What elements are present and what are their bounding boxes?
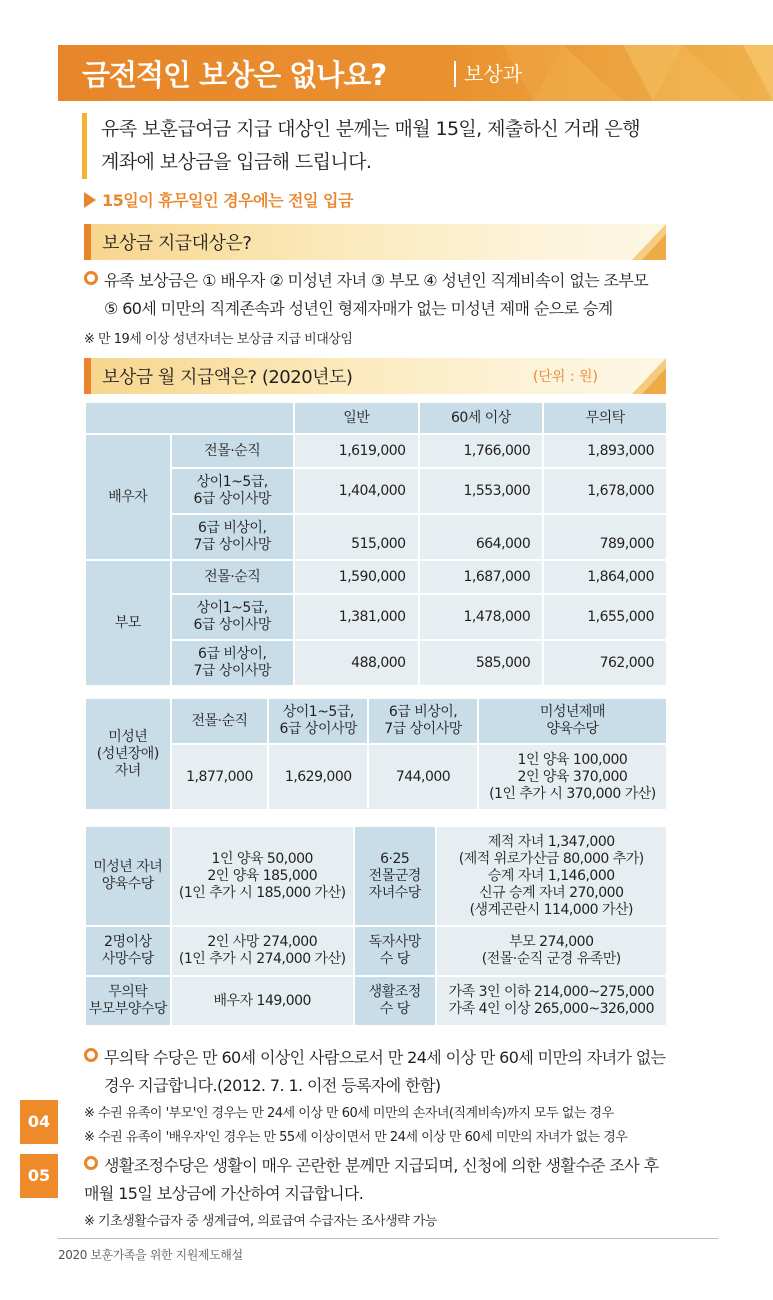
section-accent-stripe (84, 224, 91, 260)
cell-line: 2인 사망 274,000 (207, 934, 318, 950)
page-header (58, 45, 773, 101)
cell-line: (1인 추가 시 370,000 가산) (489, 785, 656, 802)
column-header: 일반 (294, 402, 419, 434)
cell-line: (1인 추가 시 274,000 가산) (178, 951, 346, 967)
row-label-line: 2명이상 (104, 934, 152, 950)
column-header (268, 698, 368, 744)
section-accent-stripe (84, 358, 91, 394)
cell-line: (전몰·순직 군경 유족만) (481, 951, 621, 967)
table-row (85, 468, 667, 514)
minor-child-table (84, 697, 668, 811)
row-label-line: 수 당 (379, 951, 410, 967)
paragraph-line: 경우 지급합니다.(2012. 7. 1. 이전 등록자에 한함) (104, 1076, 441, 1095)
table-cell: 664,000 (419, 514, 544, 560)
lead-paragraph (82, 113, 691, 179)
table-row (85, 514, 667, 560)
row-label-line: 부모부양수당 (88, 1001, 167, 1017)
table-cell: 1,687,000 (419, 560, 544, 594)
allowance-table (84, 825, 668, 1027)
row-label (354, 826, 436, 926)
table-cell: 762,000 (543, 640, 667, 686)
row-label-line: 양육수당 (101, 876, 154, 892)
row-label-line: 6급 상이사망 (193, 617, 271, 633)
table-cell: 1,678,000 (543, 468, 667, 514)
eligibility-line: ⑤ 60세 미만의 직계존속과 성년인 형제자매가 없는 미성년 제매 순으로 승계 (104, 299, 613, 318)
table-row (85, 560, 667, 594)
table-cell: 1,381,000 (294, 594, 419, 640)
table-row (85, 640, 667, 686)
cell-line: 1인 양육 50,000 (211, 850, 313, 867)
row-label (171, 468, 294, 514)
group-label: 배우자 (85, 434, 171, 560)
table-header-row (85, 698, 667, 744)
row-label-line: 6급 비상이, (197, 646, 267, 662)
holiday-note (84, 188, 353, 211)
row-label (85, 826, 171, 926)
row-label (354, 976, 436, 1026)
column-header-line: 6급 상이사망 (279, 721, 358, 737)
row-label: 전몰·순직 (171, 560, 294, 594)
triangle-decoration-icon (632, 358, 666, 394)
table-cell: 585,000 (419, 640, 544, 686)
section-heading-monthly-amount (84, 358, 666, 394)
cell-line: 1인 양육 100,000 (517, 751, 628, 768)
table-cell: 744,000 (368, 744, 478, 810)
footnote: ※ 수권 유족이 '부모'인 경우는 만 24세 이상 만 60세 미만의 손자녀(직계비속)까지 모두 없는 경우 (84, 1106, 614, 1121)
cell-line: 신규 승계 자녀 270,000 (479, 884, 624, 901)
cell-line: 2인 양육 370,000 (517, 768, 628, 785)
row-label-line: 상이1~5급, (196, 600, 268, 616)
eligibility-paragraph (84, 267, 648, 323)
table-cell: 789,000 (543, 514, 667, 560)
row-label-line: 미성년 자녀 (93, 859, 163, 875)
row-label-line: 7급 상이사망 (193, 663, 271, 679)
cell-line: 가족 4인 이상 265,000~326,000 (448, 1001, 654, 1017)
table-cell (436, 826, 667, 926)
page-title: 금전적인 보상은 없나요? (82, 58, 387, 92)
table-cell: 1,629,000 (268, 744, 368, 810)
row-label-line: 수 당 (379, 1001, 410, 1017)
department-label: 보상과 (464, 62, 522, 86)
table-cell: 배우자 149,000 (171, 976, 354, 1026)
table-cell: 1,864,000 (543, 560, 667, 594)
row-label-line: 사망수당 (101, 951, 154, 967)
group-label: 부모 (85, 560, 171, 686)
row-label-line: 6·25 (380, 850, 410, 867)
row-label-line: 생활조정 (368, 984, 421, 1000)
table-cell: 1,893,000 (543, 434, 667, 468)
table-cell (171, 826, 354, 926)
section-title: 보상금 월 지급액은? (2020년도) (102, 367, 353, 388)
page-number-tab: 05 (20, 1154, 58, 1198)
living-adjustment-paragraph (84, 1152, 658, 1208)
table-row (85, 594, 667, 640)
table-row (85, 976, 667, 1026)
table-cell: 1,590,000 (294, 560, 419, 594)
table-cell (436, 976, 667, 1026)
title-divider (454, 61, 456, 87)
row-label (171, 514, 294, 560)
table-cell: 1,766,000 (419, 434, 544, 468)
cell-line: (제적 위로가산금 80,000 추가) (458, 850, 644, 867)
table-header-row (85, 402, 667, 434)
table-cell: 1,877,000 (171, 744, 269, 810)
eligibility-line: 유족 보상금은 ① 배우자 ② 미성년 자녀 ③ 부모 ④ 성년인 직계비속이 없는 조부모 (104, 271, 649, 290)
column-header (368, 698, 478, 744)
eligibility-note: ※ 만 19세 이상 성년자녀는 보상금 지급 비대상임 (84, 332, 353, 347)
table-cell (171, 926, 354, 976)
row-header-line: 자녀 (114, 762, 141, 779)
row-label-line: 전몰군경 (368, 867, 421, 884)
row-label (354, 926, 436, 976)
table-row (85, 926, 667, 976)
row-label-line: 6급 비상이, (197, 520, 267, 536)
footer-divider (58, 1238, 718, 1239)
table-cell (436, 926, 667, 976)
column-header-line: 양육수당 (546, 721, 599, 737)
arrow-right-icon (84, 192, 96, 208)
column-header: 전몰·순직 (171, 698, 269, 744)
column-header: 60세 이상 (419, 402, 544, 434)
column-header-line: 7급 상이사망 (384, 721, 462, 737)
row-label (85, 976, 171, 1026)
column-header (478, 698, 667, 744)
row-label: 전몰·순직 (171, 434, 294, 468)
table-row (85, 744, 667, 810)
column-header: 무의탁 (543, 402, 667, 434)
no-support-allowance-paragraph (84, 1044, 665, 1100)
circle-bullet-icon (84, 1048, 98, 1062)
circle-bullet-icon (84, 271, 98, 285)
row-header-line: 미성년 (108, 728, 148, 745)
section-heading-eligibility (84, 224, 666, 260)
table-row (85, 434, 667, 468)
row-header (85, 698, 171, 810)
footnote: ※ 수권 유족이 '배우자'인 경우는 만 55세 이상이면서 만 24세 이상 만 60세 미만의 자녀가 없는 경우 (84, 1130, 628, 1145)
row-label (171, 594, 294, 640)
section-title: 보상금 지급대상은? (102, 233, 252, 254)
lead-line: 유족 보훈급여금 지급 대상인 분께는 매월 15일, 제출하신 거래 은행 (101, 118, 640, 140)
table-cell: 1,655,000 (543, 594, 667, 640)
table-cell: 1,404,000 (294, 468, 419, 514)
compensation-table (84, 401, 668, 687)
row-label-line: 7급 상이사망 (193, 537, 271, 553)
row-header-line: (성년장애) (96, 745, 159, 762)
table-corner-cell (85, 402, 294, 434)
footnote: ※ 기초생활수급자 중 생계급여, 의료급여 수급자는 조사생략 가능 (84, 1214, 437, 1229)
unit-label: (단위 : 원) (532, 369, 598, 385)
paragraph-line: 매월 15일 보상금에 가산하여 지급합니다. (84, 1184, 364, 1203)
lead-line: 계좌에 보상금을 입금해 드립니다. (101, 151, 372, 173)
circle-bullet-icon (84, 1156, 98, 1170)
holiday-note-text: 15일이 휴무일인 경우에는 전일 입금 (102, 191, 353, 210)
table-cell: 1,553,000 (419, 468, 544, 514)
row-label-line: 6급 상이사망 (193, 491, 271, 507)
table-row (85, 826, 667, 926)
page-number-tab: 04 (20, 1100, 58, 1144)
cell-line: 제적 자녀 1,347,000 (487, 833, 615, 850)
paragraph-line: 무의탁 수당은 만 60세 이상인 사람으로서 만 24세 이상 만 60세 미만의 자녀가 없는 (104, 1048, 666, 1067)
column-header-line: 상이1~5급, (282, 704, 354, 720)
table-cell: 1,619,000 (294, 434, 419, 468)
paragraph-line: 생활조정수당은 생활이 매우 곤란한 분께만 지급되며, 신청에 의한 생활수준 조사 후 (104, 1156, 659, 1175)
cell-line: (생계곤란시 114,000 가산) (469, 901, 633, 918)
triangle-decoration-icon (632, 224, 666, 260)
cell-line: 부모 274,000 (509, 934, 594, 950)
footer-text: 2020 보훈가족을 위한 지원제도해설 (58, 1248, 243, 1262)
column-header-line: 6급 비상이, (388, 704, 458, 720)
row-label (171, 640, 294, 686)
row-label-line: 상이1~5급, (196, 474, 268, 490)
row-label-line: 자녀수당 (368, 884, 421, 901)
table-cell (478, 744, 667, 810)
cell-line: 가족 3인 이하 214,000~275,000 (448, 984, 654, 1000)
table-cell: 1,478,000 (419, 594, 544, 640)
row-label-line: 무의탁 (108, 984, 148, 1000)
row-label (85, 926, 171, 976)
table-cell: 515,000 (294, 514, 419, 560)
cell-line: (1인 추가 시 185,000 가산) (178, 884, 346, 901)
cell-line: 승계 자녀 1,146,000 (487, 867, 615, 884)
row-label-line: 독자사망 (368, 934, 421, 950)
cell-line: 2인 양육 185,000 (207, 867, 318, 884)
column-header-line: 미성년제매 (539, 704, 605, 720)
table-cell: 488,000 (294, 640, 419, 686)
